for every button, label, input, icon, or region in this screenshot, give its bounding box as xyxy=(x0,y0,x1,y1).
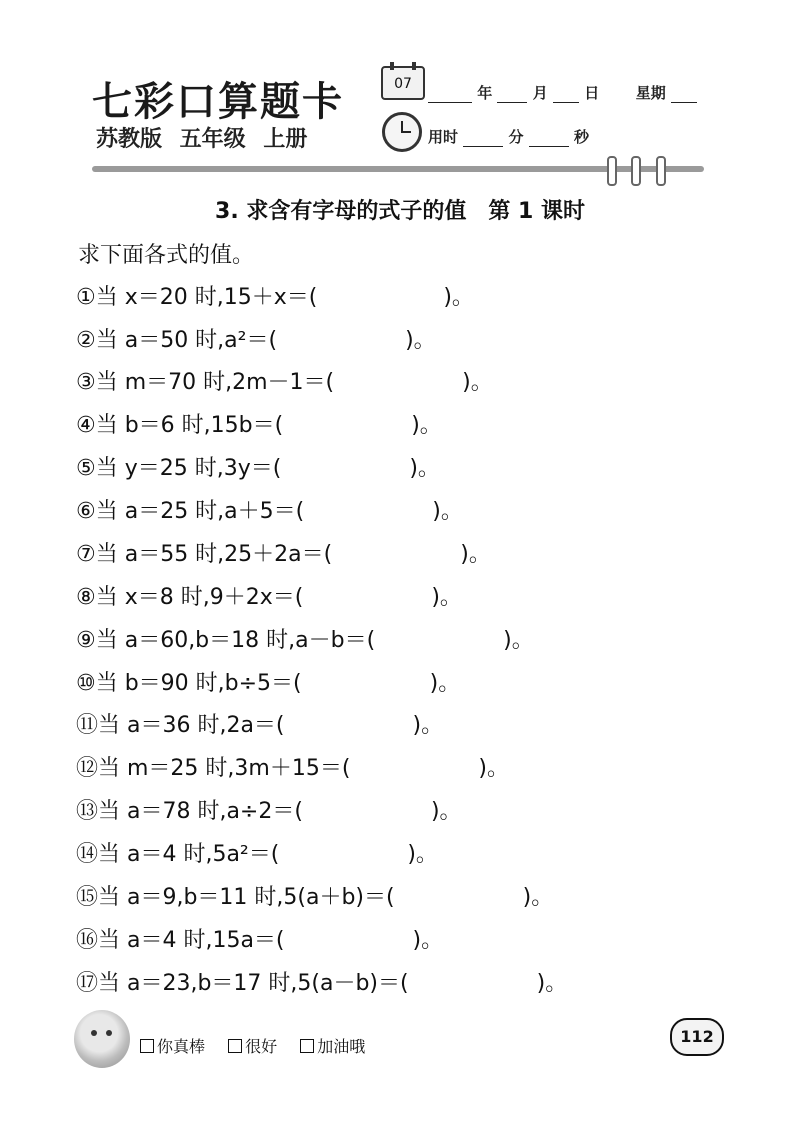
question-suffix: )。 xyxy=(409,456,440,481)
weekday-label: 星期 xyxy=(635,84,666,102)
question-prefix: ⑤当 y＝25 时,3y＝( xyxy=(76,456,282,481)
question-prefix: ⑬当 a＝78 时,a÷2＝( xyxy=(76,799,303,824)
checkbox-icon[interactable] xyxy=(140,1039,154,1053)
question-suffix: )。 xyxy=(405,328,436,353)
minutes-label: 分 xyxy=(508,128,524,146)
question-prefix: ⑩当 b＝90 时,b÷5＝( xyxy=(76,671,302,696)
question-item xyxy=(76,494,463,525)
binder-ring-icon xyxy=(607,156,617,186)
rating-option[interactable]: 很好 xyxy=(228,1037,277,1056)
question-prefix: ②当 a＝50 时,a²＝( xyxy=(76,328,278,353)
day-label: 日 xyxy=(584,84,600,102)
question-prefix: ⑮当 a＝9,b＝11 时,5(a＋b)＝( xyxy=(76,885,395,910)
question-suffix: )。 xyxy=(503,628,534,653)
question-item xyxy=(76,537,491,568)
mascot-icon xyxy=(74,1010,130,1068)
question-item xyxy=(76,408,442,439)
question-suffix: )。 xyxy=(407,842,438,867)
seconds-blank[interactable] xyxy=(529,132,569,147)
question-item xyxy=(76,837,438,868)
edition-label: 苏教版 五年级 上册 xyxy=(96,127,308,152)
day-blank[interactable] xyxy=(553,88,579,103)
question-prefix: ⑨当 a＝60,b＝18 时,a－b＝( xyxy=(76,628,376,653)
question-item xyxy=(76,923,443,954)
binder-ring-icon xyxy=(631,156,641,186)
question-item xyxy=(76,580,462,611)
question-item xyxy=(76,623,534,654)
month-blank[interactable] xyxy=(497,88,527,103)
question-prefix: ⑫当 m＝25 时,3m＋15＝( xyxy=(76,756,351,781)
question-suffix: )。 xyxy=(430,799,462,824)
lesson-title: 3. 求含有字母的式子的值 第 1 课时 xyxy=(215,199,585,224)
question-item xyxy=(76,323,436,354)
question-prefix: ⑰当 a＝23,b＝17 时,5(a－b)＝( xyxy=(76,971,409,996)
rating-option[interactable]: 加油哦 xyxy=(300,1037,365,1056)
question-suffix: )。 xyxy=(432,499,463,524)
rating-options xyxy=(140,1034,383,1057)
time-label: 用时 xyxy=(428,128,459,146)
time-line xyxy=(428,126,589,147)
question-item xyxy=(76,365,493,396)
date-line xyxy=(428,82,697,103)
question-suffix: )。 xyxy=(536,971,568,996)
instruction: 求下面各式的值。 xyxy=(78,243,255,268)
brand-title: 七彩口算题卡 xyxy=(92,78,344,125)
question-item xyxy=(76,966,567,997)
year-label: 年 xyxy=(477,84,493,102)
question-suffix: )。 xyxy=(412,713,444,738)
question-suffix: )。 xyxy=(522,885,554,910)
month-label: 月 xyxy=(532,84,548,102)
question-prefix: ⑥当 a＝25 时,a＋5＝( xyxy=(76,499,305,524)
question-prefix: ⑦当 a＝55 时,25＋2a＝( xyxy=(76,542,333,567)
page-number: 112 xyxy=(670,1018,724,1056)
question-suffix: )。 xyxy=(411,413,442,438)
question-item xyxy=(76,708,443,739)
question-prefix: ①当 x＝20 时,15＋x＝( xyxy=(76,285,318,310)
question-suffix: )。 xyxy=(431,585,462,610)
question-prefix: ④当 b＝6 时,15b＝( xyxy=(76,413,284,438)
question-suffix: )。 xyxy=(478,756,510,781)
rating-option[interactable]: 你真棒 xyxy=(140,1037,205,1056)
question-item xyxy=(76,280,474,311)
checkbox-icon[interactable] xyxy=(300,1039,314,1053)
minutes-blank[interactable] xyxy=(463,132,503,147)
question-suffix: )。 xyxy=(460,542,491,567)
question-item xyxy=(76,451,440,482)
question-prefix: ⑪当 a＝36 时,2a＝( xyxy=(76,713,285,738)
question-suffix: )。 xyxy=(412,928,444,953)
question-prefix: ⑯当 a＝4 时,15a＝( xyxy=(76,928,285,953)
clock-icon xyxy=(382,112,422,152)
question-suffix: )。 xyxy=(429,671,461,696)
question-suffix: )。 xyxy=(443,285,474,310)
weekday-blank[interactable] xyxy=(671,88,697,103)
question-item xyxy=(76,751,509,782)
question-item xyxy=(76,666,460,697)
question-suffix: )。 xyxy=(462,370,493,395)
binder-ring-icon xyxy=(656,156,666,186)
question-prefix: ③当 m＝70 时,2m－1＝( xyxy=(76,370,335,395)
question-item xyxy=(76,794,462,825)
question-item xyxy=(76,880,553,911)
question-prefix: ⑭当 a＝4 时,5a²＝( xyxy=(76,842,280,867)
seconds-label: 秒 xyxy=(573,128,589,146)
calendar-icon: 07 xyxy=(381,66,425,100)
checkbox-icon[interactable] xyxy=(228,1039,242,1053)
question-prefix: ⑧当 x＝8 时,9＋2x＝( xyxy=(76,585,304,610)
year-blank[interactable] xyxy=(428,88,472,103)
